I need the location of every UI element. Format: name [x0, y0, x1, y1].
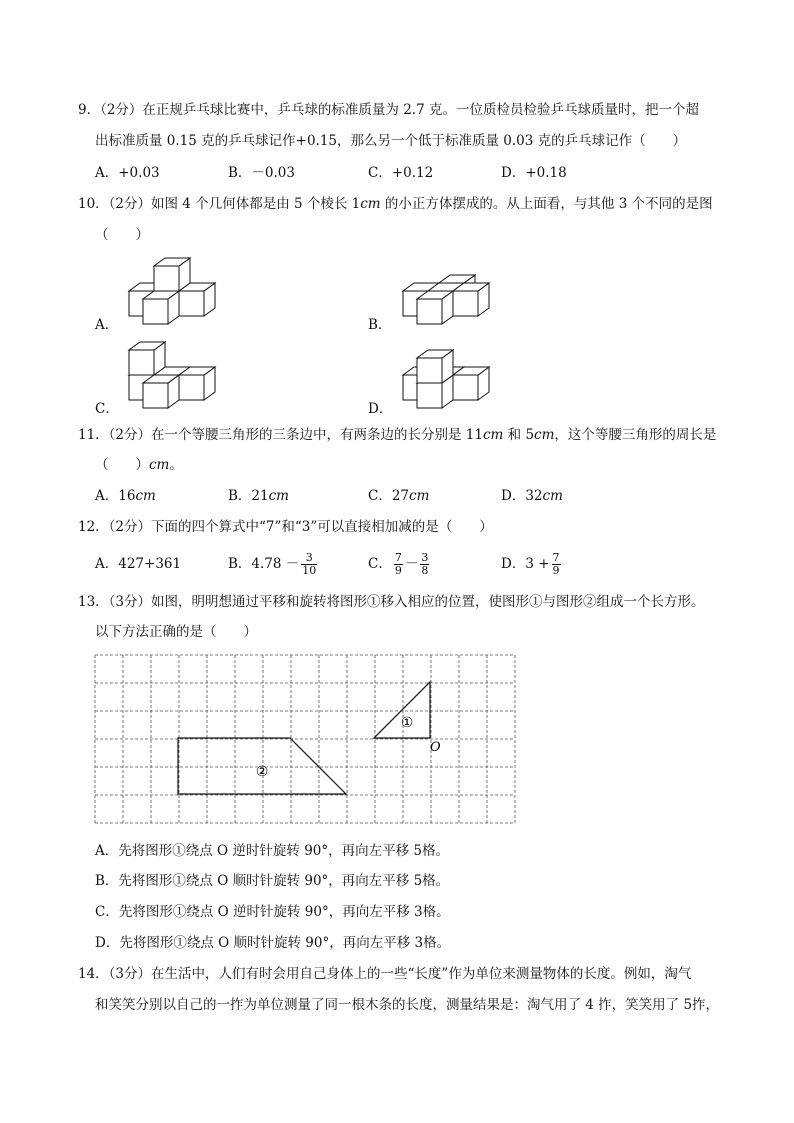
cube-face — [143, 383, 168, 408]
shape-2-label: ② — [255, 764, 269, 780]
q13-text-line1: 13．（3分）如图，明明想通过平移和旋转将图形①移入相应的位置，使图形①与图形②组成一个长方形。 — [78, 594, 705, 610]
shape-1-label: ① — [400, 715, 414, 731]
cube-face — [179, 375, 204, 400]
fraction: $\frac{3}{8}$ — [421, 551, 429, 577]
cube-face — [417, 299, 442, 324]
q9-option-c: C．+0.12 — [368, 165, 434, 181]
cube-face — [453, 375, 478, 400]
dashed-grid — [95, 655, 515, 823]
cube-figure-a — [129, 258, 215, 324]
cube-figure-d — [403, 350, 489, 408]
q13-grid-figure — [94, 654, 516, 826]
cube-face — [179, 291, 204, 316]
cube-face — [143, 299, 168, 324]
q12-option-d: D．3 + $\frac{7}{9}$ — [501, 551, 560, 577]
q10-text-line1: 10．（2分）如图 4 个几何体都是由 5 个棱长 1cm 的小正方体摆成的。从上面看，与其他 3 个不同的是图 — [78, 196, 713, 212]
q11-option-d: D．32cm — [501, 488, 563, 504]
q9-text-line2: 出标准质量 0.15 克的乒乓球记作+0.15，那么另一个低于标准质量 0.03 克的乒乓球记作（ ） — [95, 133, 687, 149]
cube-face — [453, 291, 478, 316]
q13-option-a: A．先将图形①绕点 O 逆时针旋转 90°，再向左平移 5格。 — [95, 843, 449, 859]
q14-text-line1: 14．（3分）在生活中，人们有时会用自己身体上的一些“长度”作为单位来测量物体的长度。例如，淘气 — [78, 966, 692, 982]
q10-cube-figures — [0, 0, 794, 420]
q11-text-line2: （ ）cm。 — [95, 457, 183, 473]
q14-text-line2: 和笑笑分别以自己的一拃为单位测量了同一根木条的长度，测量结果是：淘气用了 4 拃，笑笑用了 5拃， — [95, 997, 720, 1013]
q9-option-a: A．+0.03 — [95, 165, 160, 181]
cube-face — [154, 266, 179, 291]
cube-face — [417, 358, 442, 383]
fraction: $\frac{7}{9}$ — [552, 551, 560, 577]
q9-option-b: B．－0.03 — [228, 165, 295, 181]
q13-option-c: C．先将图形①绕点 O 逆时针旋转 90°，再向左平移 3格。 — [95, 904, 450, 920]
q12-option-c: C． $\frac{7}{9}$ － $\frac{3}{8}$ — [368, 551, 429, 577]
q13-text-line2: 以下方法正确的是（ ） — [95, 624, 257, 640]
q10-figure-a-label: A． — [95, 317, 119, 333]
q10-figure-c-label: C． — [95, 401, 119, 417]
q9-option-d: D．+0.18 — [501, 165, 567, 181]
q11-text-line1: 11．（2分）在一个等腰三角形的三条边中，有两条边的长分别是 11cm 和 5cm，这个等腰三角形的周长是 — [78, 427, 717, 443]
q13-option-d: D．先将图形①绕点 O 顺时针旋转 90°，再向左平移 3格。 — [95, 935, 451, 951]
point-o-label: O — [430, 740, 441, 755]
cube-figure-b — [403, 275, 489, 324]
cube-figure-c — [129, 342, 215, 408]
q10-text-line2: （ ） — [95, 227, 149, 243]
cube-face — [417, 383, 442, 408]
q12-option-b: B．4.78 － $\frac{3}{10}$ — [228, 551, 317, 577]
fraction: $\frac{7}{9}$ — [394, 551, 402, 577]
q13-option-b: B．先将图形①绕点 O 顺时针旋转 90°，再向左平移 5格。 — [95, 873, 450, 889]
cube-face — [129, 350, 154, 375]
q11-option-a: A．16cm — [95, 488, 156, 504]
q10-figure-b-label: B． — [368, 317, 392, 333]
q12-text-line1: 12．（2分）下面的四个算式中“7”和“3”可以直接相加减的是（ ） — [78, 519, 493, 535]
q10-figure-d-label: D． — [368, 401, 393, 417]
fraction: $\frac{3}{10}$ — [302, 551, 317, 577]
q12-option-a: A．427+361 — [95, 556, 182, 572]
q9-text-line1: 9．（2分）在正规乒乓球比赛中，乒乓球的标准质量为 2.7 克。一位质检员检验乒乓球质量时，把一个超 — [78, 102, 699, 118]
q11-option-b: B．21cm — [228, 488, 289, 504]
q11-option-c: C．27cm — [368, 488, 430, 504]
